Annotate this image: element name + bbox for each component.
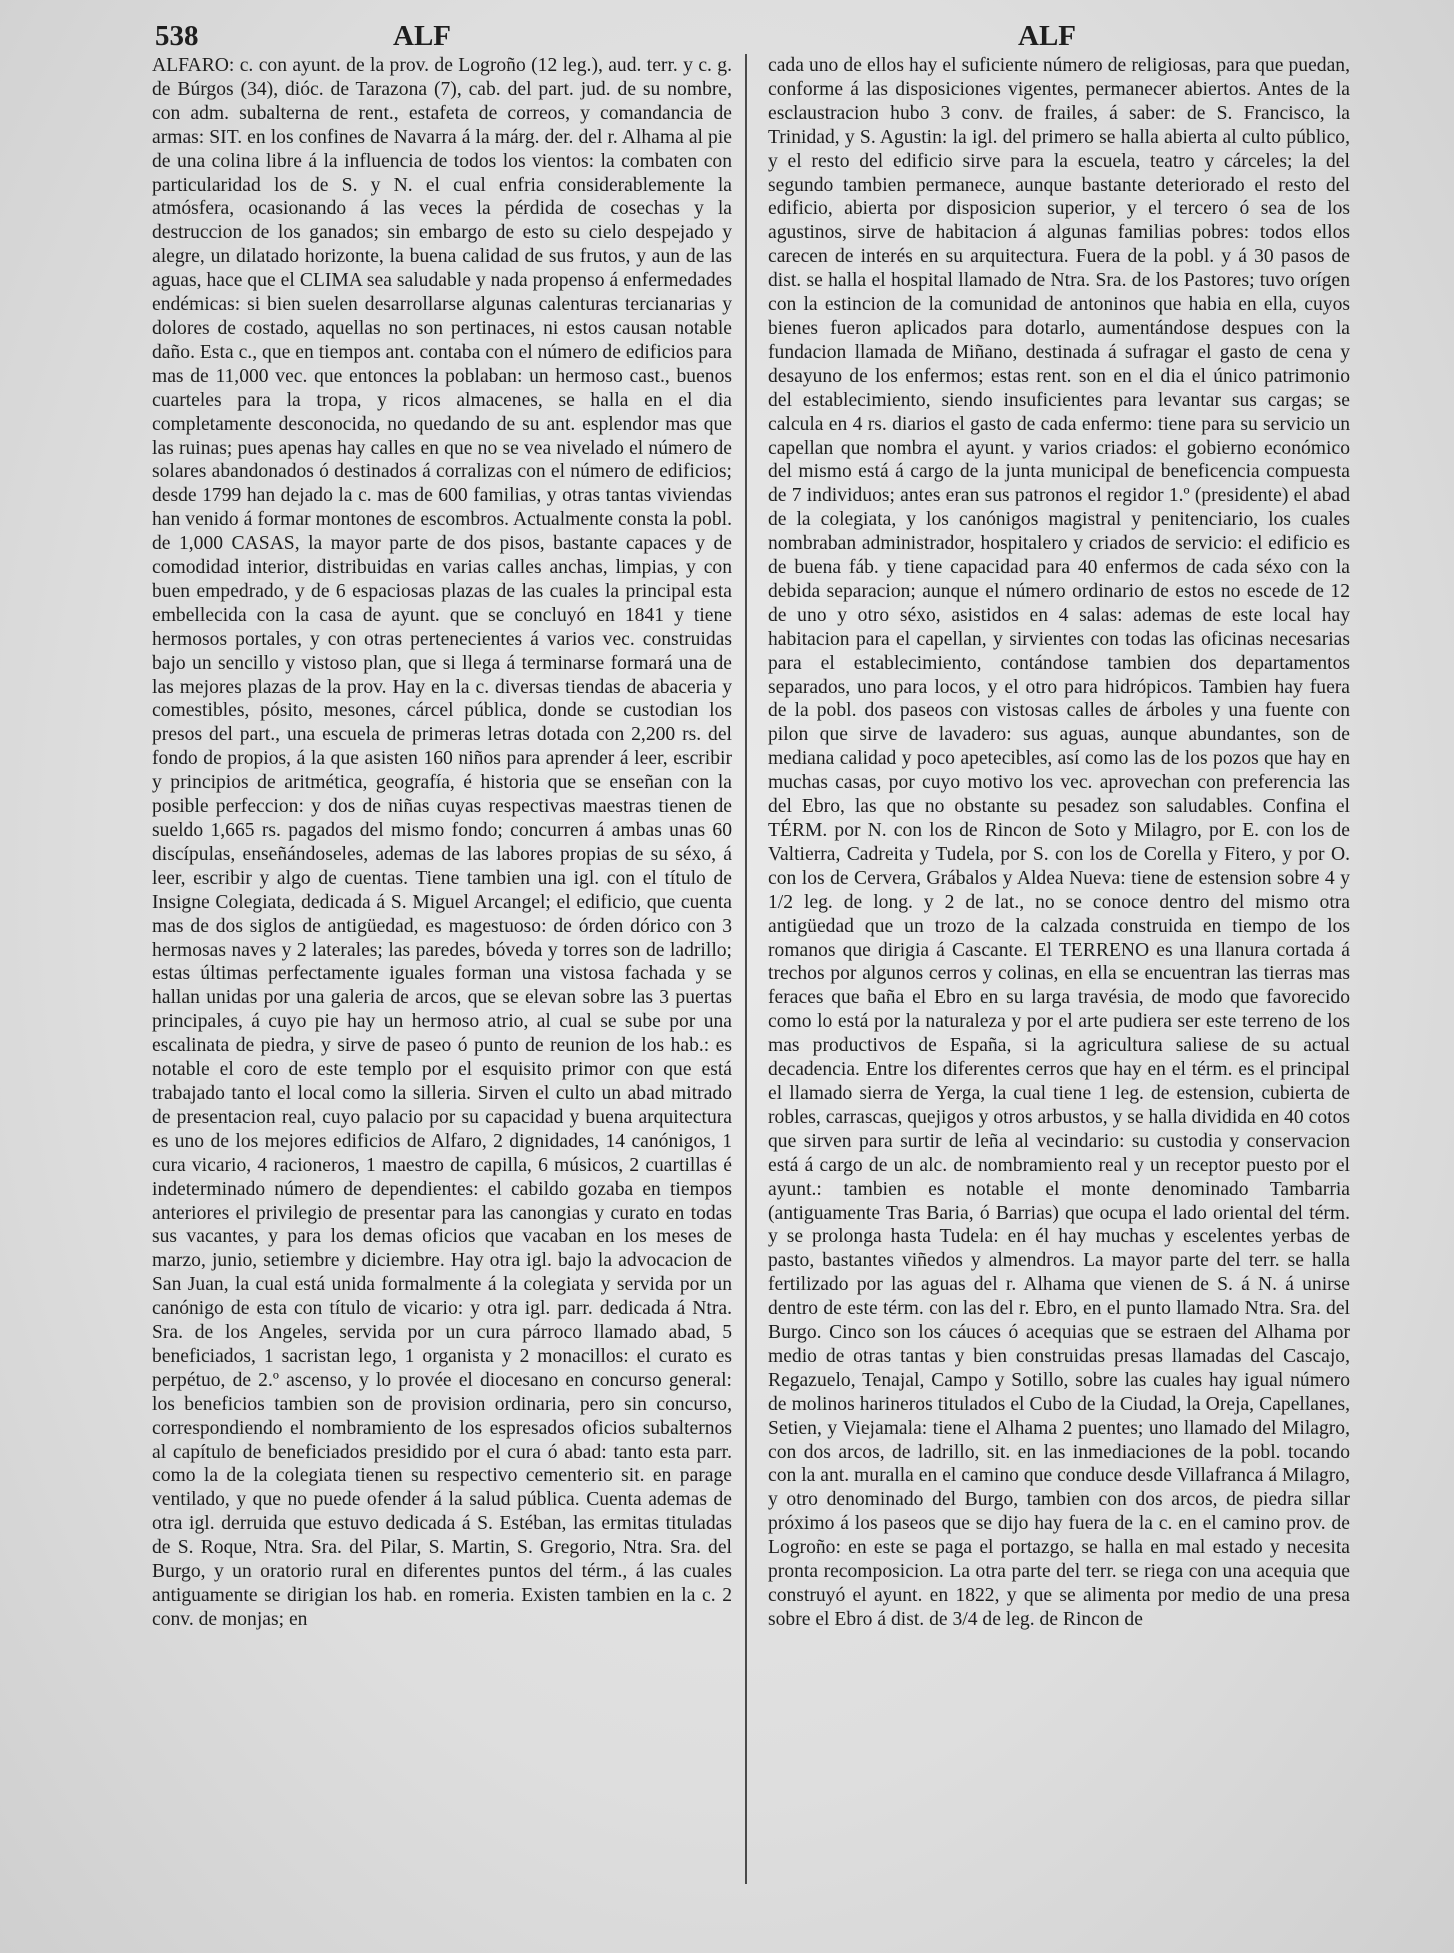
- right-column-text: cada uno de ellos hay el suficiente número de religiosas, para que puedan, conforme á las disposiciones vigentes, permanecer abiertos. Antes de la esclaustracion hubo 3 conv. de frailes, á saber: de S. Francisco, la Trinidad, y S. Agustin: la igl. del primero se halla abierta al culto público, y el resto del edificio sirve para la escuela, teatro y cárceles; la del segundo tambien permanece, aunque bastante deteriorado el resto del edificio, abierta por disposicion superior, y el tercero ó sea de los agustinos, sirve de habitacion á algunas familias pobres: todos ellos carecen de interés en su arquitectura. Fuera de la pobl. y á 30 pasos de dist. se halla el hospital llamado de Ntra. Sra. de los Pastores; tuvo orígen con la estincion de la comunidad de antoninos que habia en ella, cuyos bienes fueron aplicados para dotarlo, aumentándose despues con la fundacion llamada de Miñano, destinada á sufragar el gasto de cena y desayuno de los enfermos; estas rent. son en el dia el único patrimonio del establecimiento, siendo insuficientes para levantar sus cargas; se calcula en 4 rs. diarios el gasto de cada enfermo: tiene para su servicio un capellan que nombra el ayunt. y varios criados: el gobierno económico del mismo está á cargo de la junta municipal de beneficencia compuesta de 7 individuos; antes eran sus patronos el regidor 1.º (presidente) el abad de la colegiata, y los canónigos magistral y penitenciario, los cuales nombraban administrador, hospitalero y criados de servicio: el edificio es de buena fáb. y tiene capacidad para 40 enfermos de cada séxo con la debida separacion; aunque el número ordinario de estos no escede de 12 de uno y otro séxo, asistidos en 4 salas: ademas de este local hay habitacion para el capellan, y sirvientes con todas las oficinas necesarias para el establecimiento, contándose tambien dos departamentos separados, uno para locos, y el otro para hidrópicos. Tambien hay fuera de la pobl. dos paseos con vistosas calles de árboles y una fuente con pilon que sirve de lavadero: sus aguas, aunque abundantes, son de mediana calidad y poco apetecibles, así como las de los pozos que hay en muchas casas, por cuyo motivo los vec. aprovechan con preferencia las del Ebro, las que no obstante su pesadez son saludables. Confina el TÉRM. por N. con los de Rincon de Soto y Milagro, por E. con los de Valtierra, Cadreita y Tudela, por S. con los de Corella y Fitero, y por O. con los de Cervera, Grábalos y Aldea Nueva: tiene de estension sobre 4 y 1/2 leg. de long. y 2 de lat., no se conoce dentro del mismo otra antigüedad que un trozo de la calzada construida en tiempo de los romanos que dirigia á Cascante. El TERRENO es una llanura cortada á trechos por algunos cerros y colinas, en ella se encuentran las tierras mas feraces que baña el Ebro en su larga travésia, de modo que favorecido como lo está por la naturaleza y por el arte pudiera ser este terreno de los mas productivos de España, si la agricultura saliese de su actual decadencia. Entre los diferentes cerros que hay en el térm. es el principal el llamado sierra de Yerga, la cual tiene 1 leg. de estension, cubierta de robles, carrascas, quejigos y otros arbustos, y se halla dividida en 40 cotos que sirven para surtir de leña al vecindario: su custodia y conservacion está á cargo de un alc. de nombramiento real y un receptor puesto por el ayunt.: tambien es notable el monte denominado Tambarria (antiguamente Tras Baria, ó Barrias) que ocupa el lado oriental del térm. y se prolonga hasta Tudela: en él hay muchas y escelentes yerbas de pasto, bastantes viñedos y almendros. La mayor parte del terr. se halla fertilizado por las aguas del r. Alhama que vienen de S. á N. á unirse dentro de este térm. con las del r. Ebro, en el punto llamado Ntra. Sra. del Burgo. Cinco son los cáuces ó acequias que se estraen del Alhama por medio de otras tantas y bien construidas presas llamadas del Cascajo, Regazuelo, Tenajal, Campo y Sotillo, sobre las cuales hay igual número de molinos harineros titulados el Cubo de la Ciudad, la Oreja, Capellanes, Setien, y Viejamala: tiene el Alhama 2 puentes; uno llamado del Milagro, con dos arcos, de ladrillo, sit. en las inmediaciones de la pobl. tocando con la ant. muralla en el camino que conduce desde Villafranca á Milagro, y otro denominado del Burgo, tambien con dos arcos, de piedra sillar próximo á los paseos que se dijo hay fuera de la c. en el camino prov. de Logroño: en este se paga el portazgo, se halla en mal estado y necesita pronta recomposicion. La otra parte del terr. se riega con una acequia que construyó el ayunt. en 1822, y que se alimenta por medio de una presa sobre el Ebro á dist. de 3/4 de leg. de Rincon de: [768, 55, 1350, 1630]
- column-divider: [745, 54, 747, 1884]
- left-column: [152, 54, 732, 1632]
- page-number: 538: [155, 20, 199, 52]
- right-column: [768, 54, 1350, 1632]
- running-head-left: ALF: [393, 20, 451, 52]
- page-header: [0, 16, 1454, 56]
- left-column-text: ALFARO: c. con ayunt. de la prov. de Logroño (12 leg.), aud. terr. y c. g. de Búrgos (34), dióc. de Tarazona (7), cab. del part. jud. de su nombre, con adm. subalterna de rent., estafeta de correos, y comandancia de armas: SIT. en los confines de Navarra á la márg. der. del r. Alhama al pie de una colina libre á la influencia de todos los vientos: la combaten con particularidad los de S. y N. el cual enfria considerablemente la atmósfera, ocasionando á las veces la pérdida de cosechas y la destruccion de los ganados; sin embargo de esto su cielo despejado y alegre, un dilatado horizonte, la buena calidad de sus frutos, y aun de las aguas, hace que el CLIMA sea saludable y nada propenso á enfermedades endémicas: si bien suelen desarrollarse algunas calenturas tercianarias y dolores de costado, aquellas no son pertinaces, ni estos causan notable daño. Esta c., que en tiempos ant. contaba con el número de edificios para mas de 11,000 vec. que entonces la poblaban: un hermoso cast., buenos cuarteles para la tropa, y ricos almacenes, se halla en el dia completamente desconocida, no quedando de su ant. esplendor mas que las ruinas; pues apenas hay calles en que no se vea nivelado el número de solares abandonados ó destinados á corralizas con el número de edificios; desde 1799 han dejado la c. mas de 600 familias, y otras tantas viviendas han venido á formar montones de escombros. Actualmente consta la pobl. de 1,000 CASAS, la mayor parte de dos pisos, bastante capaces y de comodidad interior, distribuidas en varias calles anchas, limpias, y con buen empedrado, y de 6 espaciosas plazas de las cuales la principal esta embellecida con la casa de ayunt. que se concluyó en 1841 y tiene hermosos portales, y con otras pertenecientes á varios vec. construidas bajo un sencillo y vistoso plan, que si llega á terminarse formará una de las mejores plazas de la prov. Hay en la c. diversas tiendas de abaceria y comestibles, pósito, mesones, cárcel pública, donde se custodian los presos del part., una escuela de primeras letras dotada con 2,200 rs. del fondo de propios, á la que asisten 160 niños para aprender á leer, escribir y principios de aritmética, geografía, é historia que se enseñan con la posible perfeccion: y dos de niñas cuyas respectivas maestras tienen de sueldo 1,665 rs. pagados del mismo fondo; concurren á ambas unas 60 discípulas, enseñándoseles, ademas de las labores propias de su séxo, á leer, escribir y algo de cuentas. Tiene tambien una igl. con el título de Insigne Colegiata, dedicada á S. Miguel Arcangel; el edificio, que cuenta mas de dos siglos de antigüedad, es magestuoso: de órden dórico con 3 hermosas naves y 2 laterales; las paredes, bóveda y torres son de ladrillo; estas últimas perfectamente iguales forman una vistosa fachada y se hallan unidas por una galeria de arcos, que se elevan sobre las 3 puertas principales, á cuyo pie hay un hermoso atrio, al cual se sube por una escalinata de piedra, y sirve de paseo ó punto de reunion de los hab.: es notable el coro de este templo por el esquisito primor con que está trabajado tanto el local como la silleria. Sirven el culto un abad mitrado de presentacion real, cuyo palacio por su capacidad y buena arquitectura es uno de los mejores edificios de Alfaro, 2 dignidades, 14 canónigos, 1 cura vicario, 4 racioneros, 1 maestro de capilla, 6 músicos, 2 cuartillas é indeterminado número de dependientes: el cabildo gozaba en tiempos anteriores el privilegio de presentar para las canongias y curato en todas sus vacantes, y para los demas oficios que vacaban en los meses de marzo, junio, setiembre y diciembre. Hay otra igl. bajo la advocacion de San Juan, la cual está unida formalmente á la colegiata y servida por un canónigo de esta con título de vicario: y otra igl. parr. dedicada á Ntra. Sra. de los Angeles, servida por un cura párroco llamado abad, 5 beneficiados, 1 sacristan lego, 1 organista y 2 monacillos: el curato es perpétuo, de 2.º ascenso, y lo provée el diocesano en concurso general: los beneficios tambien son de provision ordinaria, pero sin concurso, correspondiendo el nombramiento de los espresados oficios subalternos al capítulo de beneficiados presidido por el cura ó abad: tanto esta parr. como la de la colegiata tienen su respectivo cementerio sit. en parage ventilado, y que no puede ofender á la salud pública. Cuenta ademas de otra igl. derruida que estuvo dedicada á S. Estéban, las ermitas tituladas de S. Roque, Ntra. Sra. del Pilar, S. Martin, S. Gregorio, Ntra. Sra. del Burgo, y un oratorio rural en diferentes puntos del térm., á las cuales antiguamente se dirigian los hab. en romeria. Existen tambien en la c. 2 conv. de monjas; en: [152, 55, 732, 1630]
- running-head-right: ALF: [1018, 20, 1076, 52]
